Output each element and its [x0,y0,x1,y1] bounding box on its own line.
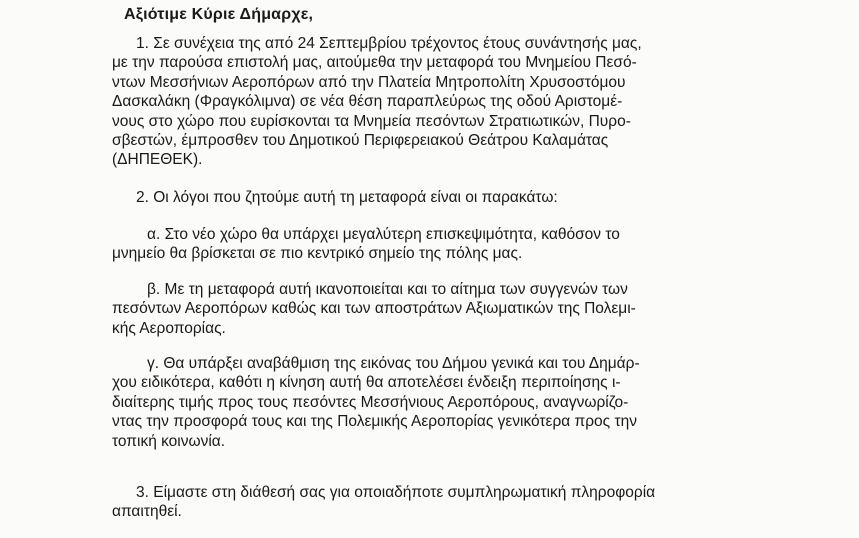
paragraph-line: μνημείο θα βρίσκεται σε πιο κεντρικό σημείο της πόλης μας. [112,245,523,263]
paragraph-line: νους στο χώρο που ευρίσκονται τα Μνημεία πεσόντων Στρατιωτικών, Πυρο- [112,112,631,130]
paragraph-2a [112,225,620,264]
paragraph-line: ντας την προσφορά τους και της Πολεμικής Αεροπορίας γενικότερα προς την [112,413,637,431]
paragraph-line: 2. Οι λόγοι που ζητούμε αυτή τη μεταφορά είναι οι παρακάτω: [136,189,558,206]
paragraph-line: 3. Είμαστε στη διάθεσή σας για οποιαδήποτε συμπληρωματική πληροφορία [136,484,656,501]
paragraph-line: 1. Σε συνέχεια της από 24 Σεπτεμβρίου τρέχοντος έτους συνάντησής μας, [136,35,642,52]
paragraph-line: κής Αεροπορίας. [112,319,226,337]
paragraph-2c [112,354,640,451]
salutation: Αξιότιμε Κύριε Δήμαρχε, [124,6,314,23]
paragraph-2b [112,280,636,338]
paragraph-2 [112,188,558,207]
paragraph-3 [112,483,655,522]
paragraph-line: Δασκαλάκη (Φραγκόλιμνα) σε νέα θέση παραπλεύρως της οδού Αριστομέ- [112,93,623,111]
paragraph-line: διαίτερης τιμής προς τους πεσόντες Μεσσήνιους Αεροπόρους, αναγνωρίζο- [112,393,629,411]
paragraph-line: σβεστών, έμπροσθεν του Δημοτικού Περιφερειακού Θεάτρου Καλαμάτας [112,132,609,150]
paragraph-1 [112,34,642,170]
paragraph-line: πεσόντων Αεροπόρων καθώς και των αποστράτων Αξιωματικών της Πολεμι- [112,300,636,318]
paragraph-line: γ. Θα υπάρξει αναβάθμιση της εικόνας του Δήμου γενικά και του Δημάρ- [147,355,640,372]
paragraph-line: (ΔΗΠΕΘΕΚ). [112,151,203,169]
paragraph-line: με την παρούσα επιστολή μας, αιτούμεθα την μεταφορά του Μνημείου Πεσό- [112,54,637,72]
paragraph-line: β. Με τη μεταφορά αυτή ικανοποιείται και το αίτημα των συγγενών των [147,281,628,298]
paragraph-line: ντων Μεσσήνιων Αεροπόρων από την Πλατεία Μητροπολίτη Χρυσοστόμου [112,73,626,91]
paragraph-line: α. Στο νέο χώρο θα υπάρχει μεγαλύτερη επισκεψιμότητα, καθόσον το [147,226,620,243]
paragraph-line: χου ειδικότερα, καθότι η κίνηση αυτή θα αποτελέσει ένδειξη περιποίησης ι- [112,374,621,392]
paragraph-line: απαιτηθεί. [112,503,182,521]
paragraph-line: τοπική κοινωνία. [112,432,226,450]
